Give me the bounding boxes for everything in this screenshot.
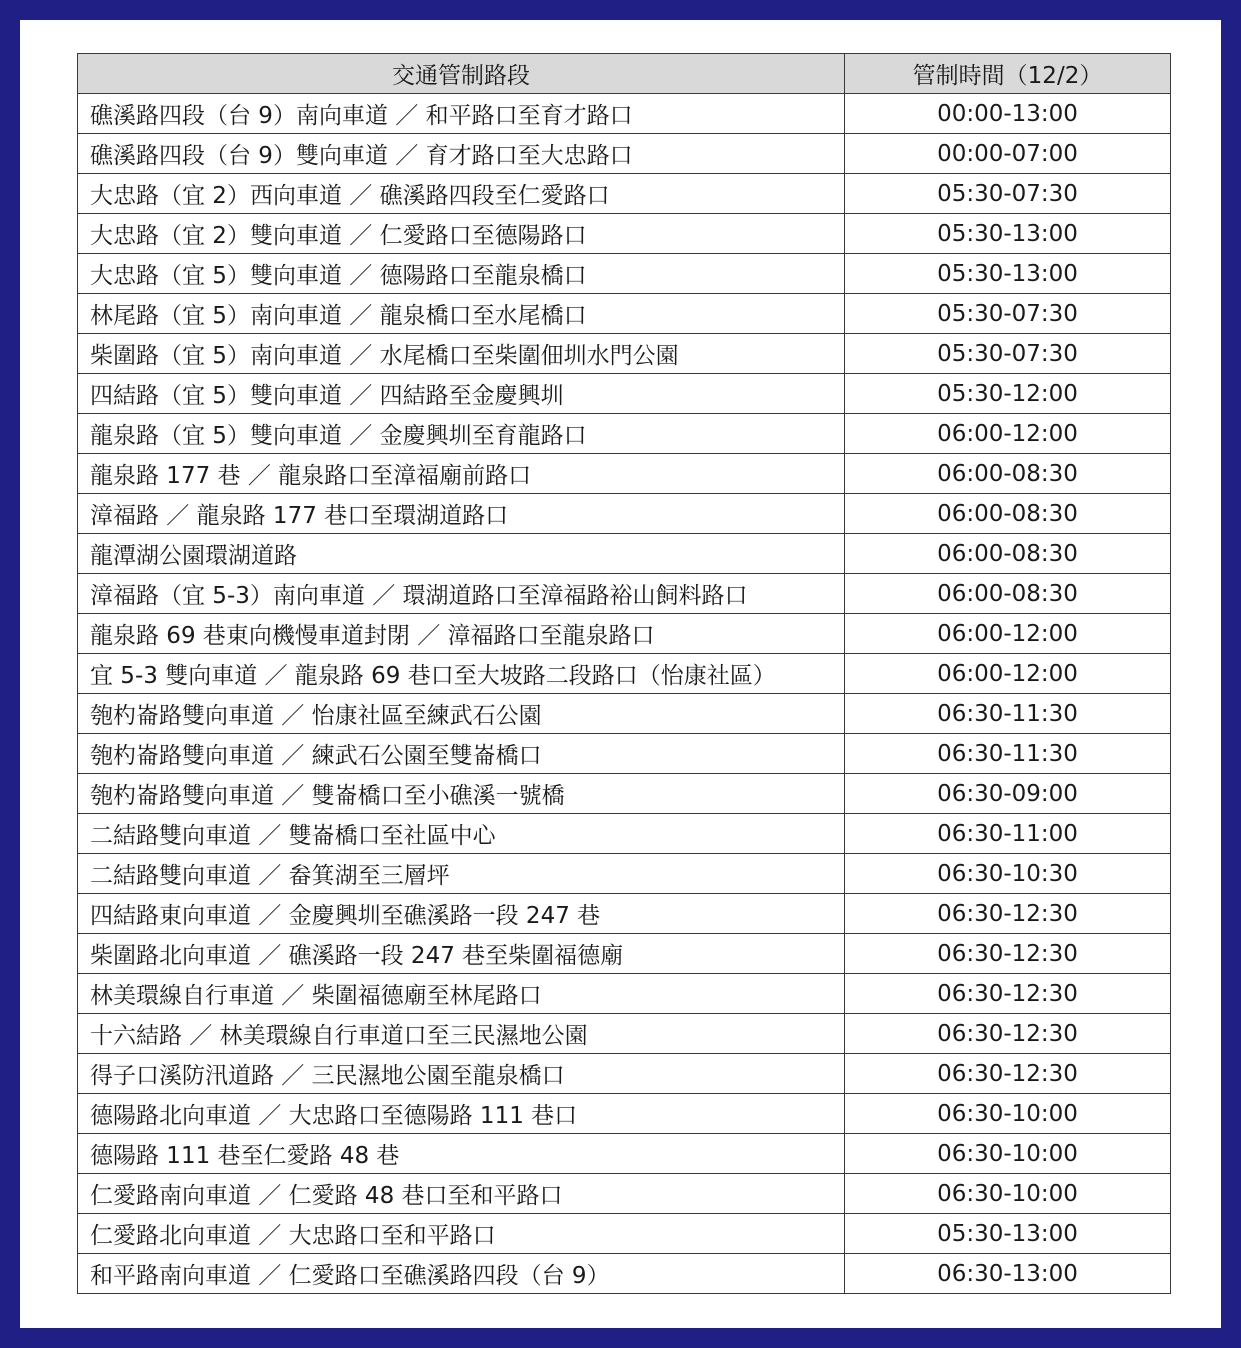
table-row (78, 374, 1171, 414)
road-segment-cell: 礁溪路四段（台 9）雙向車道 ／ 育才路口至大忠路口 (78, 134, 845, 174)
table-row (78, 854, 1171, 894)
control-time-cell: 05:30-07:30 (845, 334, 1171, 374)
table-row (78, 294, 1171, 334)
control-time-cell: 05:30-13:00 (845, 1214, 1171, 1254)
table-row (78, 774, 1171, 814)
control-time-cell: 06:30-11:30 (845, 734, 1171, 774)
control-time-cell: 06:30-10:00 (845, 1174, 1171, 1214)
road-segment-cell: 宜 5-3 雙向車道 ／ 龍泉路 69 巷口至大坡路二段路口（怡康社區） (78, 654, 845, 694)
road-segment-cell: 漳福路（宜 5-3）南向車道 ／ 環湖道路口至漳福路裕山飼料路口 (78, 574, 845, 614)
table-header-row (78, 54, 1171, 94)
table-row (78, 654, 1171, 694)
table-row (78, 614, 1171, 654)
road-segment-cell: 德陽路 111 巷至仁愛路 48 巷 (78, 1134, 845, 1174)
road-segment-cell: 匏杓崙路雙向車道 ／ 怡康社區至練武石公園 (78, 694, 845, 734)
control-time-cell: 00:00-13:00 (845, 94, 1171, 134)
table-row (78, 894, 1171, 934)
road-segment-cell: 龍泉路（宜 5）雙向車道 ／ 金慶興圳至育龍路口 (78, 414, 845, 454)
table-row (78, 94, 1171, 134)
road-segment-cell: 和平路南向車道 ／ 仁愛路口至礁溪路四段（台 9） (78, 1254, 845, 1294)
control-time-cell: 06:00-12:00 (845, 654, 1171, 694)
table-row (78, 934, 1171, 974)
control-time-cell: 06:00-08:30 (845, 534, 1171, 574)
table-row (78, 174, 1171, 214)
control-time-cell: 05:30-07:30 (845, 294, 1171, 334)
road-segment-cell: 二結路雙向車道 ／ 畚箕湖至三層坪 (78, 854, 845, 894)
control-time-cell: 05:30-13:00 (845, 254, 1171, 294)
table-row (78, 1214, 1171, 1254)
road-segment-cell: 二結路雙向車道 ／ 雙崙橋口至社區中心 (78, 814, 845, 854)
table-row (78, 1054, 1171, 1094)
control-time-cell: 06:00-08:30 (845, 574, 1171, 614)
road-segment-cell: 匏杓崙路雙向車道 ／ 雙崙橋口至小礁溪一號橋 (78, 774, 845, 814)
road-segment-cell: 林美環線自行車道 ／ 柴圍福德廟至林尾路口 (78, 974, 845, 1014)
table-row (78, 214, 1171, 254)
control-time-cell: 06:00-08:30 (845, 454, 1171, 494)
road-segment-cell: 四結路東向車道 ／ 金慶興圳至礁溪路一段 247 巷 (78, 894, 845, 934)
control-time-cell: 06:30-10:00 (845, 1094, 1171, 1134)
table-row (78, 454, 1171, 494)
control-time-cell: 06:30-13:00 (845, 1254, 1171, 1294)
table-row (78, 1174, 1171, 1214)
road-segment-cell: 仁愛路北向車道 ／ 大忠路口至和平路口 (78, 1214, 845, 1254)
table-row (78, 334, 1171, 374)
table-body (78, 94, 1171, 1294)
table-row (78, 1014, 1171, 1054)
road-segment-cell: 四結路（宜 5）雙向車道 ／ 四結路至金慶興圳 (78, 374, 845, 414)
control-time-cell: 06:30-10:30 (845, 854, 1171, 894)
traffic-control-table (77, 53, 1171, 1294)
road-segment-cell: 龍泉路 69 巷東向機慢車道封閉 ／ 漳福路口至龍泉路口 (78, 614, 845, 654)
table-row (78, 694, 1171, 734)
control-time-cell: 06:30-11:00 (845, 814, 1171, 854)
road-segment-cell: 大忠路（宜 2）西向車道 ／ 礁溪路四段至仁愛路口 (78, 174, 845, 214)
road-segment-cell: 柴圍路（宜 5）南向車道 ／ 水尾橋口至柴圍佃圳水門公園 (78, 334, 845, 374)
table-row (78, 734, 1171, 774)
control-time-cell: 05:30-07:30 (845, 174, 1171, 214)
table-row (78, 574, 1171, 614)
table-row (78, 1254, 1171, 1294)
road-segment-cell: 礁溪路四段（台 9）南向車道 ／ 和平路口至育才路口 (78, 94, 845, 134)
table-row (78, 414, 1171, 454)
control-time-cell: 06:00-12:00 (845, 414, 1171, 454)
table-row (78, 494, 1171, 534)
table-row (78, 1094, 1171, 1134)
control-time-cell: 06:30-12:30 (845, 934, 1171, 974)
road-segment-cell: 十六結路 ／ 林美環線自行車道口至三民濕地公園 (78, 1014, 845, 1054)
table-row (78, 1134, 1171, 1174)
control-time-cell: 06:30-12:30 (845, 1014, 1171, 1054)
road-segment-cell: 柴圍路北向車道 ／ 礁溪路一段 247 巷至柴圍福德廟 (78, 934, 845, 974)
control-time-cell: 05:30-13:00 (845, 214, 1171, 254)
table-row (78, 254, 1171, 294)
document-frame (20, 20, 1221, 1328)
control-time-cell: 06:30-11:30 (845, 694, 1171, 734)
control-time-cell: 05:30-12:00 (845, 374, 1171, 414)
header-road-segment: 交通管制路段 (78, 54, 845, 94)
control-time-cell: 06:30-12:30 (845, 1054, 1171, 1094)
control-time-cell: 06:00-12:00 (845, 614, 1171, 654)
control-time-cell: 06:30-12:30 (845, 974, 1171, 1014)
control-time-cell: 06:30-09:00 (845, 774, 1171, 814)
table-row (78, 814, 1171, 854)
table-row (78, 974, 1171, 1014)
table-row (78, 134, 1171, 174)
road-segment-cell: 林尾路（宜 5）南向車道 ／ 龍泉橋口至水尾橋口 (78, 294, 845, 334)
road-segment-cell: 大忠路（宜 5）雙向車道 ／ 德陽路口至龍泉橋口 (78, 254, 845, 294)
road-segment-cell: 龍泉路 177 巷 ／ 龍泉路口至漳福廟前路口 (78, 454, 845, 494)
control-time-cell: 00:00-07:00 (845, 134, 1171, 174)
road-segment-cell: 德陽路北向車道 ／ 大忠路口至德陽路 111 巷口 (78, 1094, 845, 1134)
road-segment-cell: 大忠路（宜 2）雙向車道 ／ 仁愛路口至德陽路口 (78, 214, 845, 254)
road-segment-cell: 龍潭湖公園環湖道路 (78, 534, 845, 574)
table-row (78, 534, 1171, 574)
road-segment-cell: 漳福路 ／ 龍泉路 177 巷口至環湖道路口 (78, 494, 845, 534)
road-segment-cell: 仁愛路南向車道 ／ 仁愛路 48 巷口至和平路口 (78, 1174, 845, 1214)
road-segment-cell: 得子口溪防汛道路 ／ 三民濕地公園至龍泉橋口 (78, 1054, 845, 1094)
control-time-cell: 06:30-12:30 (845, 894, 1171, 934)
control-time-cell: 06:00-08:30 (845, 494, 1171, 534)
road-segment-cell: 匏杓崙路雙向車道 ／ 練武石公園至雙崙橋口 (78, 734, 845, 774)
control-time-cell: 06:30-10:00 (845, 1134, 1171, 1174)
header-control-time: 管制時間（12/2） (845, 54, 1171, 94)
